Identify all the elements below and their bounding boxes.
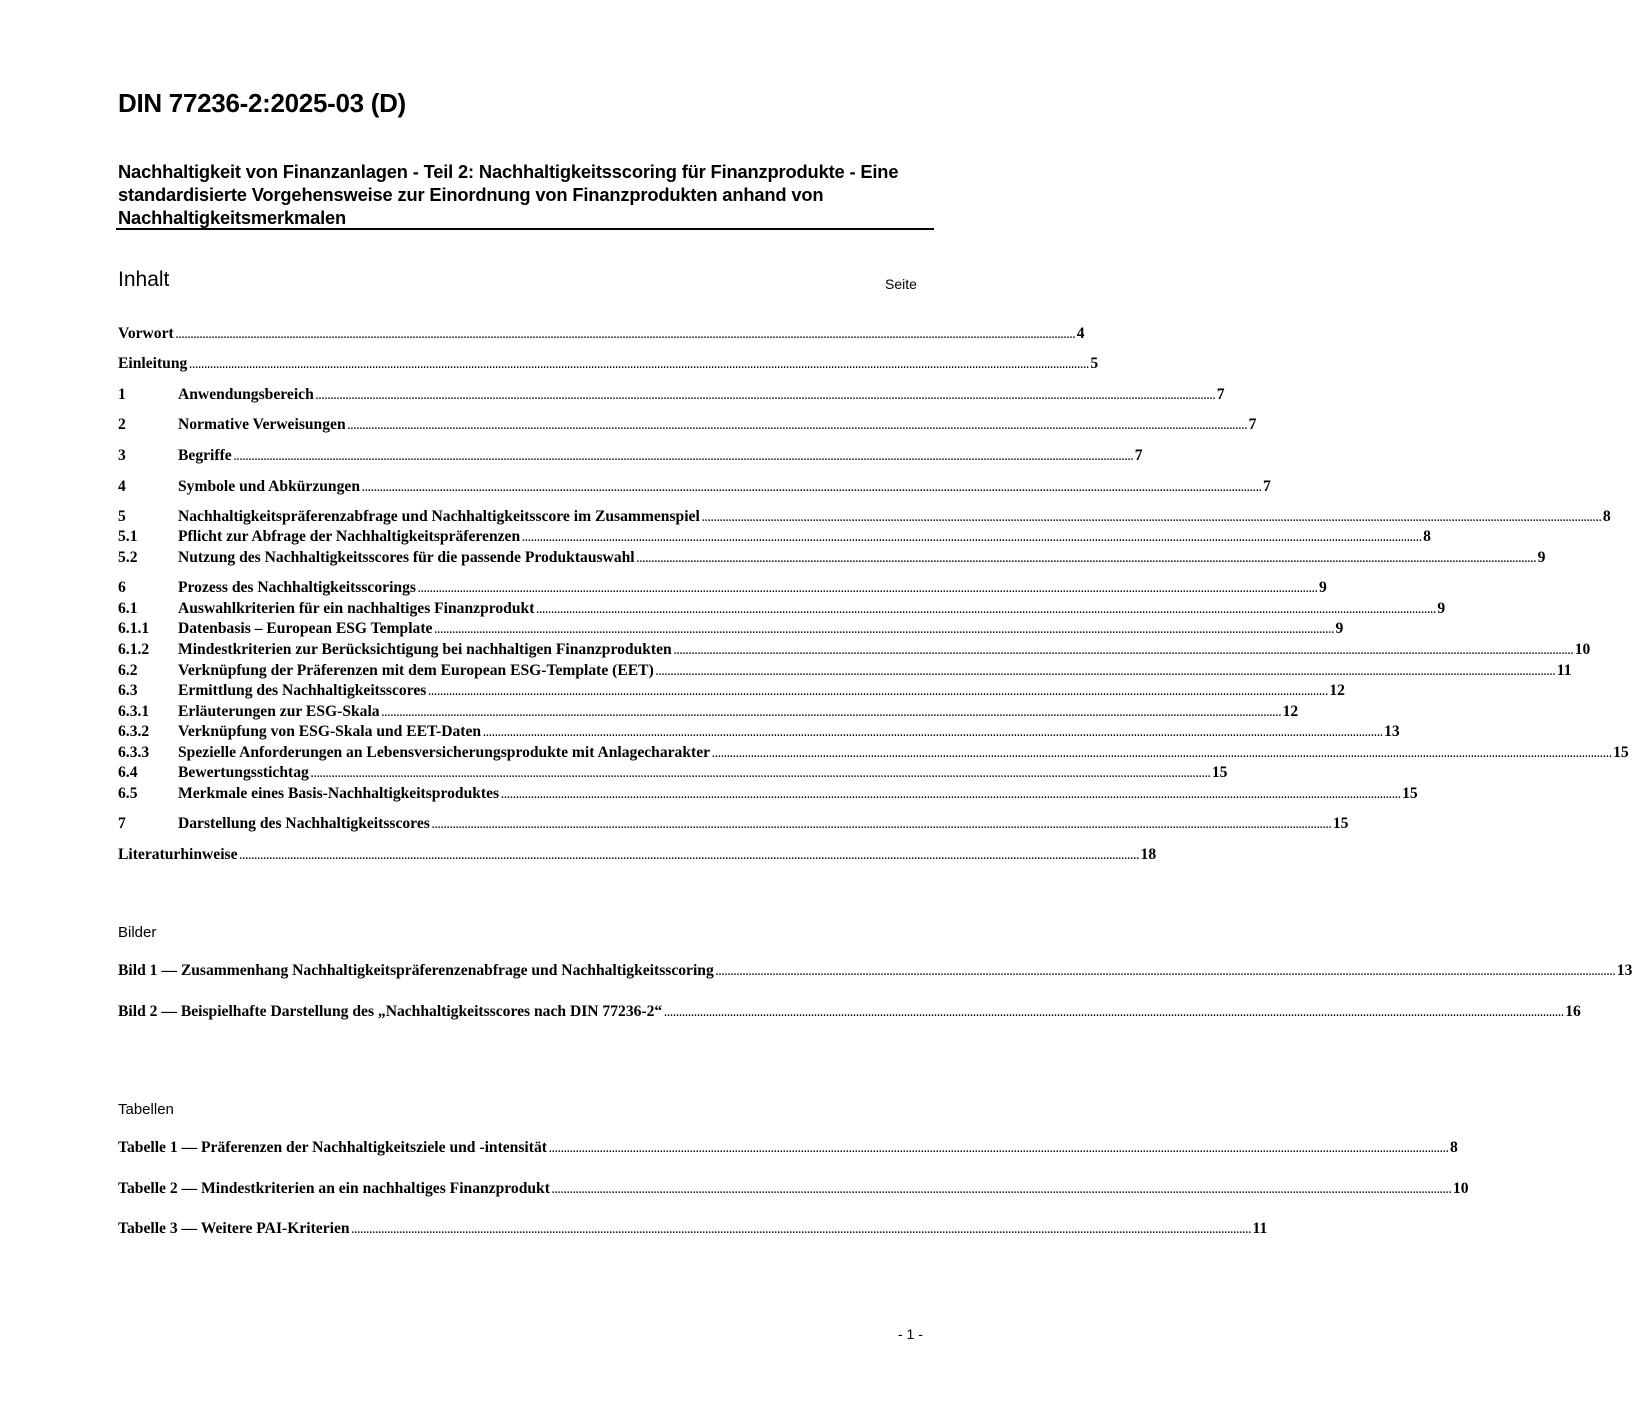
toc-entry-number: 5.2 (118, 549, 138, 566)
toc-entry-6-1-2[interactable] (118, 641, 1591, 659)
toc-entry-3[interactable] (118, 447, 1143, 465)
toc-entry-6-1[interactable] (118, 600, 1446, 618)
table-entry-1[interactable] (118, 1139, 1458, 1157)
toc-entry-page: 7 (1263, 478, 1271, 495)
toc-entry-label: Ermittlung des Nachhaltigkeitsscores (178, 682, 427, 699)
table-entry-page: 11 (1252, 1220, 1268, 1237)
toc-entry-label: Erläuterungen zur ESG-Skala (178, 703, 380, 720)
toc-entry-number: 4 (118, 478, 126, 495)
figure-entry-2[interactable] (118, 1003, 1581, 1021)
toc-entry-page: 9 (1537, 549, 1546, 566)
toc-entry-page: 9 (1437, 600, 1446, 617)
table-entry-page: 8 (1449, 1139, 1458, 1156)
toc-entry-number: 3 (118, 447, 126, 464)
toc-leader: ............................................................................................................................................................................................................................................................................................................ (175, 330, 1076, 341)
toc-entry-number: 6.3.2 (118, 723, 150, 740)
toc-leader: ............................................................................................................................................................................................................................................................................................................ (434, 625, 1335, 636)
toc-entry-number: 7 (118, 815, 126, 832)
toc-leader: ............................................................................................................................................................................................................................................................................................................ (310, 769, 1211, 780)
toc-entry-literaturhinweise[interactable] (118, 846, 1157, 864)
toc-entry-label: Vorwort (118, 325, 174, 342)
toc-entry-page: 18 (1140, 846, 1157, 863)
toc-entry-5-1[interactable] (118, 528, 1431, 546)
toc-entry-label: Nachhaltigkeitspräferenzabfrage und Nachhaltigkeitsscore im Zusammenspiel (178, 508, 700, 525)
toc-entry-label: Symbole und Abkürzungen (178, 478, 360, 495)
toc-entry-page: 12 (1329, 682, 1345, 699)
toc-entry-label: Begriffe (178, 447, 232, 464)
toc-entry-page: 4 (1076, 325, 1085, 342)
figure-entry-label: Bild 1 — Zusammenhang Nachhaltigkeitspräferenzenabfrage und Nachhaltigkeitsscoring (118, 962, 714, 979)
toc-entry-page: 11 (1556, 662, 1572, 679)
toc-entry-2[interactable] (118, 416, 1257, 434)
page-column-label: Seite (885, 276, 917, 292)
toc-entry-page: 8 (1423, 528, 1431, 545)
figure-entry-page: 16 (1565, 1003, 1581, 1020)
toc-leader: ............................................................................................................................................................................................................................................................................................................ (522, 533, 1423, 544)
toc-entry-label: Einleitung (118, 355, 188, 372)
toc-entry-number: 2 (118, 416, 126, 433)
document-id: DIN 77236-2:2025-03 (D) (118, 88, 406, 118)
toc-leader: ............................................................................................................................................................................................................................................................................................................ (501, 790, 1402, 801)
toc-leader: ............................................................................................................................................................................................................................................................................................................ (483, 728, 1384, 739)
toc-entry-number: 6.1.1 (118, 620, 150, 637)
toc-entry-page: 15 (1211, 764, 1228, 781)
table-entry-label: Tabelle 2 — Mindestkriterien an ein nachhaltiges Finanzprodukt (118, 1180, 550, 1197)
toc-leader: ............................................................................................................................................................................................................................................................................................................ (315, 391, 1216, 402)
table-entry-label: Tabelle 3 — Weitere PAI-Kriterien (118, 1220, 350, 1237)
toc-entry-6-3-3[interactable] (118, 744, 1629, 762)
toc-entry-vorwort[interactable] (118, 325, 1085, 343)
toc-entry-7[interactable] (118, 815, 1349, 833)
toc-leader: ............................................................................................................................................................................................................................................................................................................ (428, 687, 1329, 698)
toc-entry-label: Literaturhinweise (118, 846, 238, 863)
toc-entry-einleitung[interactable] (118, 355, 1099, 373)
toc-leader: ............................................................................................................................................................................................................................................................................................................ (233, 452, 1134, 463)
page-number: - 1 - (898, 1326, 923, 1342)
toc-entry-number: 6.3 (118, 682, 138, 699)
toc-leader: ............................................................................................................................................................................................................................................................................................................ (548, 1144, 1449, 1155)
figure-entry-label: Bild 2 — Beispielhafte Darstellung des „Nachhaltigkeitsscores nach DIN 77236-2“ (118, 1003, 663, 1020)
toc-entry-6-3[interactable] (118, 682, 1345, 700)
toc-entry-page: 13 (1384, 723, 1400, 740)
toc-entry-number: 5.1 (118, 528, 138, 545)
toc-entry-6-4[interactable] (118, 764, 1228, 782)
toc-leader: ............................................................................................................................................................................................................................................................................................................ (431, 820, 1332, 831)
toc-entry-label: Spezielle Anforderungen an Lebensversicherungsprodukte mit Anlagecharakter (178, 744, 711, 761)
toc-entry-page: 15 (1402, 785, 1418, 802)
toc-leader: ............................................................................................................................................................................................................................................................................................................ (347, 421, 1248, 432)
toc-leader: ............................................................................................................................................................................................................................................................................................................ (551, 1185, 1452, 1196)
toc-entry-1[interactable] (118, 386, 1225, 404)
toc-entry-number: 6.3.3 (118, 744, 150, 761)
toc-entry-page: 12 (1282, 703, 1299, 720)
toc-entry-page: 5 (1090, 355, 1099, 372)
toc-entry-page: 9 (1335, 620, 1344, 637)
toc-entry-number: 5 (118, 508, 126, 525)
toc-entry-label: Merkmale eines Basis-Nachhaltigkeitsproduktes (178, 785, 500, 802)
figure-entry-1[interactable] (118, 962, 1632, 980)
toc-leader: ............................................................................................................................................................................................................................................................................................................ (351, 1225, 1252, 1236)
toc-entry-page: 15 (1332, 815, 1349, 832)
toc-entry-label: Prozess des Nachhaltigkeitsscorings (178, 579, 416, 596)
toc-leader: ............................................................................................................................................................................................................................................................................................................ (239, 851, 1140, 862)
toc-entry-number: 6.1 (118, 600, 138, 617)
toc-entry-label: Bewertungsstichtag (178, 764, 309, 781)
table-entry-3[interactable] (118, 1220, 1268, 1238)
toc-entry-number: 6 (118, 579, 126, 596)
toc-entry-number: 1 (118, 386, 126, 403)
tables-heading: Tabellen (118, 1101, 174, 1118)
toc-leader: ............................................................................................................................................................................................................................................................................................................ (381, 708, 1282, 719)
toc-leader: ............................................................................................................................................................................................................................................................................................................ (655, 667, 1556, 678)
toc-entry-number: 6.4 (118, 764, 138, 781)
figures-heading: Bilder (118, 924, 157, 941)
toc-entry-page: 9 (1318, 579, 1327, 596)
toc-entry-4[interactable] (118, 478, 1271, 496)
toc-entry-6-3-1[interactable] (118, 703, 1299, 721)
toc-entry-page: 7 (1134, 447, 1143, 464)
toc-entry-number: 6.2 (118, 662, 138, 679)
toc-entry-label: Anwendungsbereich (178, 386, 314, 403)
toc-entry-label: Darstellung des Nachhaltigkeitsscores (178, 815, 430, 832)
toc-leader: ............................................................................................................................................................................................................................................................................................................ (636, 554, 1537, 565)
toc-entry-label: Auswahlkriterien für ein nachhaltiges Finanzprodukt (178, 600, 535, 617)
toc-entry-6-3-2[interactable] (118, 723, 1400, 741)
toc-entry-label: Mindestkriterien zur Berücksichtigung bei nachhaltigen Finanzprodukten (178, 641, 672, 658)
toc-entry-6-1-1[interactable] (118, 620, 1344, 638)
toc-entry-page: 7 (1216, 386, 1225, 403)
toc-leader: ............................................................................................................................................................................................................................................................................................................ (664, 1008, 1565, 1019)
toc-entry-5-2[interactable] (118, 549, 1546, 567)
toc-entry-6-5[interactable] (118, 785, 1418, 803)
toc-entry-label: Datenbasis – European ESG Template (178, 620, 433, 637)
toc-entry-page: 8 (1602, 508, 1611, 525)
toc-entry-number: 6.1.2 (118, 641, 150, 658)
toc-entry-number: 6.3.1 (118, 703, 150, 720)
toc-leader: ............................................................................................................................................................................................................................................................................................................ (715, 967, 1616, 978)
toc-entry-label: Normative Verweisungen (178, 416, 346, 433)
figure-entry-page: 13 (1616, 962, 1632, 979)
document-title: Nachhaltigkeit von Finanzanlagen - Teil 2: Nachhaltigkeitsscoring für Finanzprodukte - Eine standardisierte Vorgehensweise zur Einordnung von Finanzprodukten anhand von Nachhaltigkeitsmerkmalen (118, 161, 899, 228)
toc-entry-label: Nutzung des Nachhaltigkeitsscores für die passende Produktauswahl (178, 549, 635, 566)
toc-entry-page: 10 (1574, 641, 1591, 658)
toc-leader: ............................................................................................................................................................................................................................................................................................................ (673, 646, 1574, 657)
toc-entry-label: Verknüpfung der Präferenzen mit dem European ESG-Template (EET) (178, 662, 654, 679)
table-entry-label: Tabelle 1 — Präferenzen der Nachhaltigkeitsziele und -intensität (118, 1139, 547, 1156)
toc-entry-page: 7 (1248, 416, 1257, 433)
toc-leader: ............................................................................................................................................................................................................................................................................................................ (189, 360, 1090, 371)
toc-heading: Inhalt (118, 268, 170, 291)
table-entry-page: 10 (1452, 1180, 1469, 1197)
toc-entry-label: Pflicht zur Abfrage der Nachhaltigkeitspräferenzen (178, 528, 521, 545)
table-entry-2[interactable] (118, 1180, 1469, 1198)
toc-leader: ............................................................................................................................................................................................................................................................................................................ (362, 483, 1262, 494)
toc-entry-6-2[interactable] (118, 662, 1572, 680)
toc-entry-number: 6.5 (118, 785, 138, 802)
toc-leader: ............................................................................................................................................................................................................................................................................................................ (536, 605, 1437, 616)
toc-leader: ............................................................................................................................................................................................................................................................................................................ (701, 513, 1602, 524)
toc-entry-page: 15 (1613, 744, 1629, 761)
toc-entry-6[interactable] (118, 579, 1327, 597)
toc-entry-label: Verknüpfung von ESG-Skala und EET-Daten (178, 723, 482, 740)
toc-leader: ............................................................................................................................................................................................................................................................................................................ (712, 749, 1613, 760)
toc-leader: ............................................................................................................................................................................................................................................................................................................ (417, 584, 1318, 595)
toc-entry-5[interactable] (118, 508, 1611, 526)
title-divider (116, 228, 934, 230)
